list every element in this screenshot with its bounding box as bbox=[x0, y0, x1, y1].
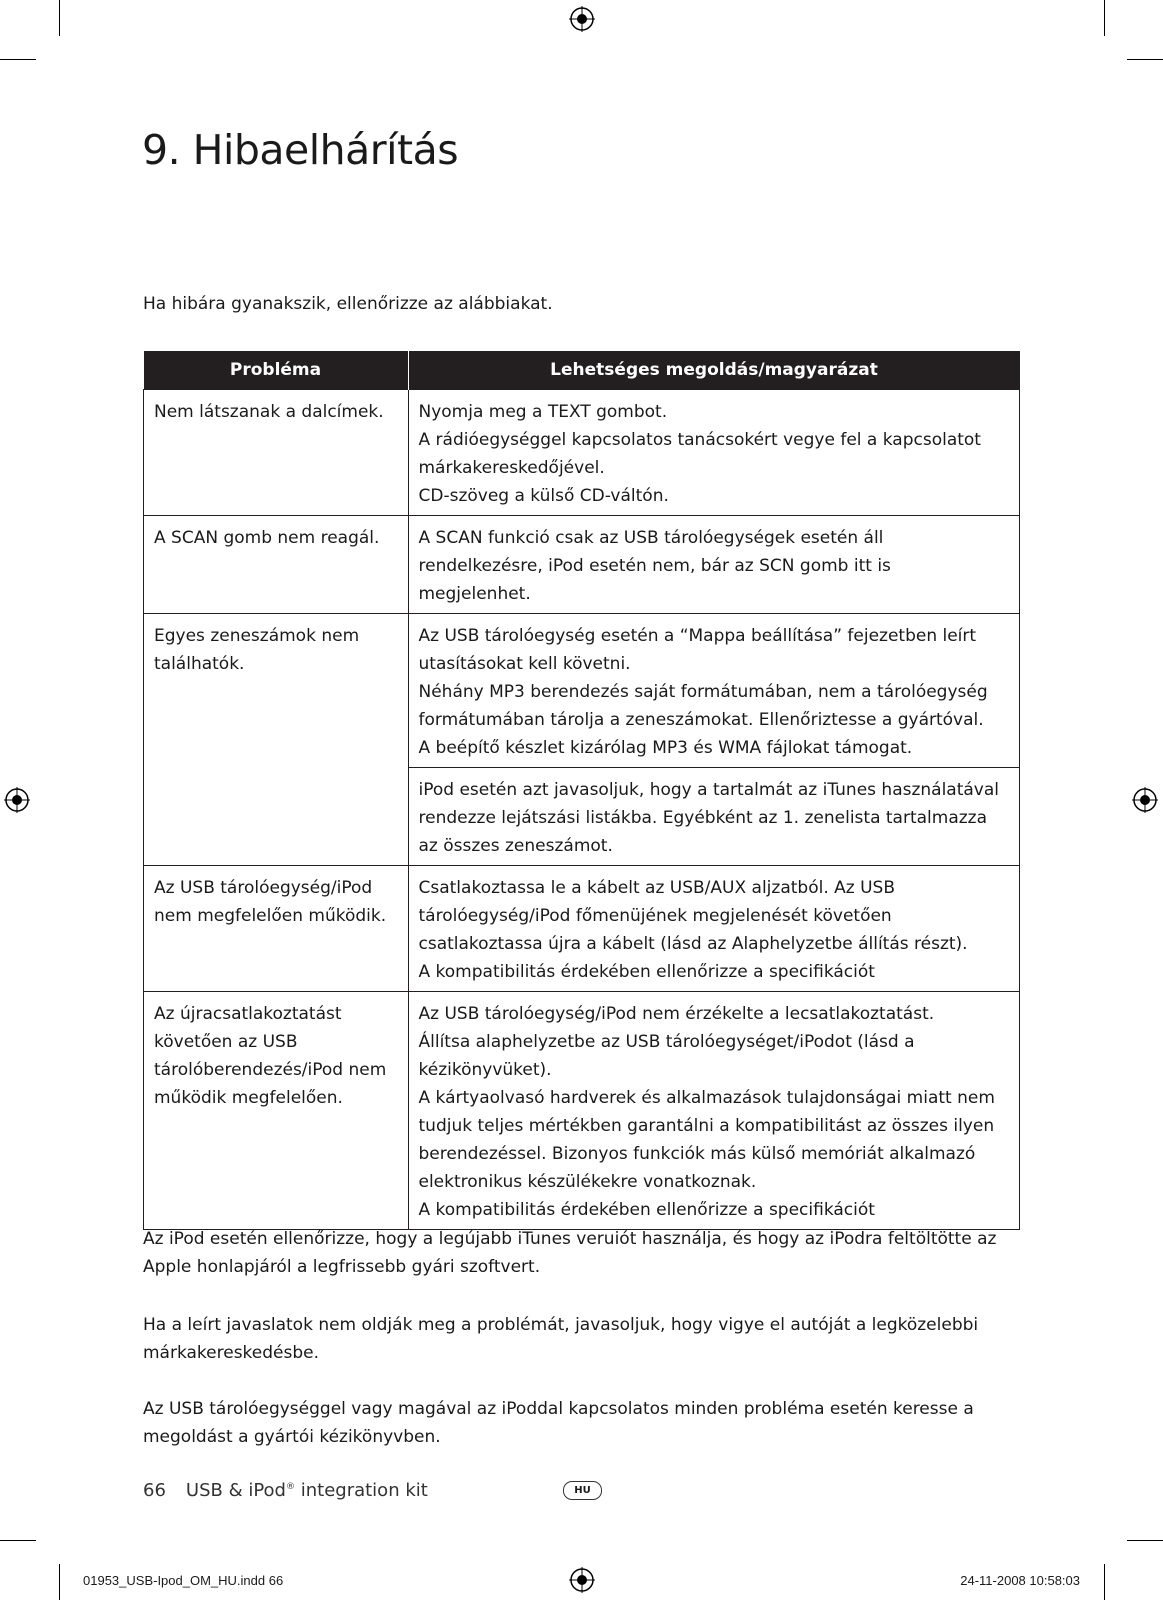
solution-line: CD-szöveg a külső CD-váltón. bbox=[418, 486, 669, 506]
problem-line: A SCAN gomb nem reagál. bbox=[154, 528, 380, 548]
registration-mark-icon bbox=[4, 787, 30, 813]
solution-line: megjelenhet. bbox=[418, 584, 531, 604]
solution-line: Nyomja meg a TEXT gombot. bbox=[418, 402, 668, 422]
paragraph-line: megoldást a gyártói kézikönyvben. bbox=[143, 1427, 441, 1447]
solution-line: A SCAN funkció csak az USB tárolóegységek esetén áll bbox=[418, 528, 884, 548]
column-header-solution: Lehetséges megoldás/magyarázat bbox=[408, 351, 1020, 390]
solution-line: A kompatibilitás érdekében ellenőrizze a specifikációt bbox=[418, 962, 875, 982]
solution-line: rendezze lejátszási listákba. Egyébként az 1. zenelista tartalmazza bbox=[418, 808, 988, 828]
solution-line: Az USB tárolóegység esetén a “Mappa beállítása” fejezetben leírt bbox=[418, 626, 977, 646]
solution-cell bbox=[408, 768, 1020, 866]
solution-cell bbox=[408, 614, 1020, 768]
solution-line: A beépítő készlet kizárólag MP3 és WMA fájlokat támogat. bbox=[418, 738, 913, 758]
solution-line: tudjuk teljes mértékben garantálni a kompatibilitást az összes ilyen bbox=[418, 1116, 995, 1136]
crop-mark bbox=[0, 59, 36, 60]
registration-mark-icon bbox=[1132, 787, 1158, 813]
intro-text: Ha hibára gyanakszik, ellenőrizze az alábbiakat. bbox=[143, 294, 553, 314]
problem-line: működik megfelelően. bbox=[154, 1088, 343, 1108]
problem-cell bbox=[144, 866, 409, 992]
solution-line: rendelkezésre, iPod esetén nem, bár az SCN gomb itt is bbox=[418, 556, 891, 576]
solution-line: tárolóegység/iPod főmenüjének megjelenését követően bbox=[418, 906, 892, 926]
table-row bbox=[144, 516, 1020, 614]
problem-cell bbox=[144, 390, 409, 516]
paragraph-line: Apple honlapjáról a legfrissebb gyári szoftvert. bbox=[143, 1257, 541, 1277]
crop-mark bbox=[1104, 1564, 1105, 1600]
problem-cell bbox=[144, 614, 409, 866]
solution-line: elektronikus készülékekre vonatkoznak. bbox=[418, 1172, 757, 1192]
paragraph-line: Ha a leírt javaslatok nem oldják meg a problémát, javasoljuk, hogy vigye el autóját a legközelebbi bbox=[143, 1315, 979, 1335]
solution-cell bbox=[408, 992, 1020, 1230]
registered-mark: ® bbox=[286, 1482, 295, 1492]
table-row bbox=[144, 390, 1020, 516]
problem-cell bbox=[144, 516, 409, 614]
solution-line: csatlakoztassa újra a kábelt (lásd az Alaphelyzetbe állítás részt). bbox=[418, 934, 968, 954]
paragraph-line: márkakereskedésbe. bbox=[143, 1343, 320, 1363]
registration-mark-icon bbox=[569, 6, 595, 32]
product-name-suffix: integration kit bbox=[295, 1480, 428, 1501]
solution-cell bbox=[408, 390, 1020, 516]
language-badge: HU bbox=[563, 1481, 602, 1500]
crop-mark bbox=[1127, 1540, 1163, 1541]
page-title: 9. Hibaelhárítás bbox=[142, 126, 459, 174]
solution-line: A rádióegységgel kapcsolatos tanácsokért vegye fel a kapcsolatot bbox=[418, 430, 981, 450]
crop-mark bbox=[0, 1540, 36, 1541]
solution-line: Néhány MP3 berendezés saját formátumában, nem a tárolóegység bbox=[418, 682, 988, 702]
page-number: 66 bbox=[143, 1480, 166, 1501]
slug-datetime: 24-11-2008 10:58:03 bbox=[960, 1573, 1080, 1588]
troubleshooting-table bbox=[143, 351, 1020, 1230]
manual-note bbox=[143, 1395, 1023, 1451]
solution-line: kézikönyvüket). bbox=[418, 1060, 552, 1080]
paragraph-line: Az USB tárolóegységgel vagy magával az iPoddal kapcsolatos minden probléma esetén keresse a bbox=[143, 1399, 974, 1419]
dealer-note bbox=[143, 1311, 1023, 1367]
solution-line: iPod esetén azt javasoljuk, hogy a tartalmát az iTunes használatával bbox=[418, 780, 1000, 800]
crop-mark bbox=[1127, 59, 1163, 60]
problem-cell bbox=[144, 992, 409, 1230]
page-footer bbox=[143, 1480, 428, 1501]
table-row bbox=[144, 866, 1020, 992]
slug-file: 01953_USB-Ipod_OM_HU.indd 66 bbox=[83, 1573, 284, 1588]
problem-line: követően az USB bbox=[154, 1032, 298, 1052]
crop-mark bbox=[59, 1564, 60, 1600]
paragraph-line: Az iPod esetén ellenőrizze, hogy a legújabb iTunes veruiót használja, és hogy az iPodra feltöltötte az bbox=[143, 1229, 997, 1249]
solution-line: A kompatibilitás érdekében ellenőrizze a specifikációt bbox=[418, 1200, 875, 1220]
solution-line: formátumában tárolja a zeneszámokat. Ellenőriztesse a gyártóval. bbox=[418, 710, 984, 730]
crop-mark bbox=[1104, 0, 1105, 36]
problem-line: Nem látszanak a dalcímek. bbox=[154, 402, 384, 422]
table-header-row bbox=[144, 351, 1020, 390]
solution-cell bbox=[408, 516, 1020, 614]
solution-line: az összes zeneszámot. bbox=[418, 836, 613, 856]
solution-line: márkakereskedőjével. bbox=[418, 458, 605, 478]
problem-line: nem megfelelően működik. bbox=[154, 906, 387, 926]
registration-mark-icon bbox=[569, 1567, 595, 1593]
solution-line: utasításokat kell követni. bbox=[418, 654, 631, 674]
solution-line: Az USB tárolóegység/iPod nem érzékelte a lecsatlakoztatást. bbox=[418, 1004, 935, 1024]
itunes-note bbox=[143, 1225, 1023, 1281]
problem-line: tárolóberendezés/iPod nem bbox=[154, 1060, 387, 1080]
problem-line: Az USB tárolóegység/iPod bbox=[154, 878, 373, 898]
column-header-problem: Probléma bbox=[144, 351, 409, 390]
problem-line: Az újracsatlakoztatást bbox=[154, 1004, 342, 1024]
product-name: USB & iPod bbox=[185, 1480, 286, 1501]
solution-line: berendezéssel. Bizonyos funkciók más külső memóriát alkalmazó bbox=[418, 1144, 976, 1164]
solution-line: A kártyaolvasó hardverek és alkalmazások tulajdonságai miatt nem bbox=[418, 1088, 995, 1108]
table-row bbox=[144, 614, 1020, 768]
solution-line: Állítsa alaphelyzetbe az USB tárolóegységet/iPodot (lásd a bbox=[418, 1032, 915, 1052]
solution-cell bbox=[408, 866, 1020, 992]
crop-mark bbox=[59, 0, 60, 36]
problem-line: találhatók. bbox=[154, 654, 245, 674]
solution-line: Csatlakoztassa le a kábelt az USB/AUX aljzatból. Az USB bbox=[418, 878, 895, 898]
table-row bbox=[144, 992, 1020, 1230]
problem-line: Egyes zeneszámok nem bbox=[154, 626, 360, 646]
